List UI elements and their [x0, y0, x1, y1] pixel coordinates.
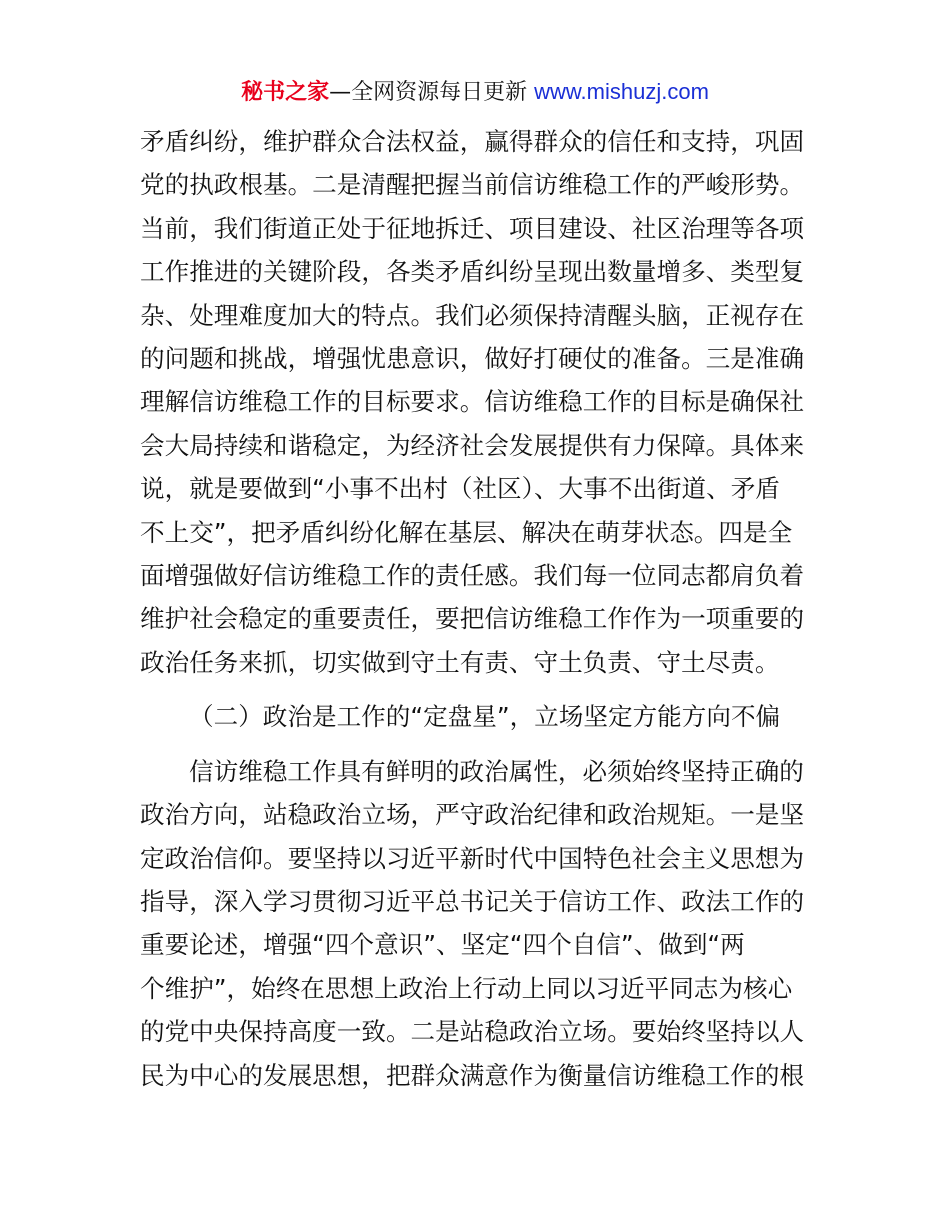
paragraph: 信访维稳工作具有鲜明的政治属性，必须始终坚持正确的 政治方向，站稳政治立场，严守政治纪律和政治规矩。一是坚 定政治信仰。要坚持以习近平新时代中国特色社会主义思想为 指导，深入学习贯彻习近平总书记关于信访工作、政法工作的 重要论述，增强“四个意识”、坚定“四个自信”、做到“两 个维护”，始终在思想上政治上行动上同以习近平同志为核心 的党中央保持高度一致。二是站稳政治立场。要始终坚持以人 民为中心的发展思想，把群众满意作为衡量信访维稳工作的根	[140, 756, 805, 1090]
section-heading: （二）政治是工作的“定盘星”，立场坚定方能方向不偏	[189, 702, 781, 732]
paragraph-continued: 矛盾纠纷，维护群众合法权益，赢得群众的信任和支持，巩固 党的执政根基。二是清醒把握当前信访维稳工作的严峻形势。 当前，我们街道正处于征地拆迁、项目建设、社区治理等各项 工作推进的关键阶段，各类矛盾纠纷呈现出数量增多、类型复 杂、处理难度加大的特点。我们必须保持清醒头脑，正视存在 的问题和挑战，增强忧患意识，做好打硬仗的准备。三是准确 理解信访维稳工作的目标要求。信访维稳工作的目标是确保社 会大局持续和谐稳定，为经济社会发展提供有力保障。具体来 说，就是要做到“小事不出村（社区）、大事不出街道、矛盾 不上交”，把矛盾纠纷化解在基层、解决在萌芽状态。四是全 面增强做好信访维稳工作的责任感。我们每一位同志都肩负着 维护社会稳定的重要责任，要把信访维稳工作作为一项重要的 政治任务来抓，切实做到守土有责、守土负责、守土尽责。	[140, 127, 805, 677]
document-body	[140, 120, 812, 1097]
site-url[interactable]: www.mishuzj.com	[534, 79, 709, 104]
site-header	[0, 76, 950, 109]
site-slogan: —全网资源每日更新	[329, 80, 535, 105]
site-brand: 秘书之家	[241, 80, 330, 105]
